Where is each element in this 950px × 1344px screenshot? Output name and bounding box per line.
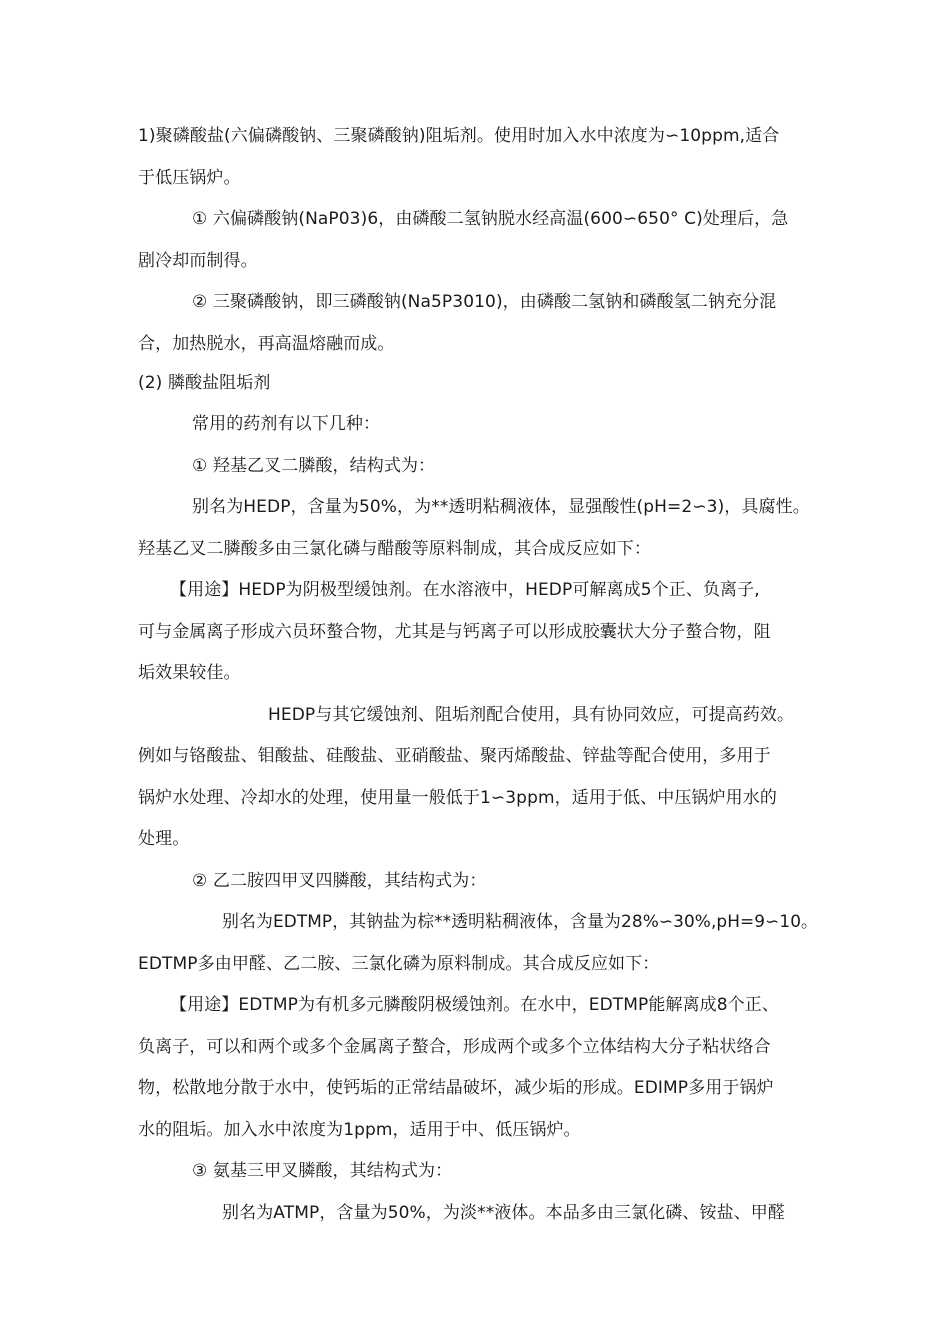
paragraph-line: 锅炉水处理、冷却水的处理，使用量一般低于1∽3ppm，适用于低、中压锅炉用水的 — [138, 788, 777, 808]
paragraph-line: 1)聚磷酸盐(六偏磷酸钠、三聚磷酸钠)阻垢剂。使用时加入水中浓度为∽10ppm,适合 — [138, 126, 780, 146]
paragraph-line: 【用途】HEDP为阴极型缓蚀剂。在水溶液中，HEDP可解离成5个正、负离子, — [170, 580, 760, 600]
paragraph-line: 羟基乙叉二膦酸多由三氯化磷与醋酸等原料制成，其合成反应如下： — [138, 539, 651, 559]
paragraph-line: 别名为HEDP，含量为50%，为**透明粘稠液体，显强酸性(pH=2∽3)，具腐性。 — [192, 497, 810, 517]
paragraph-line: 【用途】EDTMP为有机多元膦酸阴极缓蚀剂。在水中，EDTMP能解离成8个正、 — [170, 995, 779, 1015]
paragraph-line: ② 乙二胺四甲叉四膦酸，其结构式为： — [192, 871, 487, 891]
paragraph-line: 常用的药剂有以下几种： — [192, 414, 381, 434]
paragraph-line: EDTMP多由甲醛、乙二胺、三氯化磷为原料制成。其合成反应如下： — [138, 954, 660, 974]
paragraph-line: ③ 氨基三甲叉膦酸，其结构式为： — [192, 1161, 453, 1181]
paragraph-line: ① 六偏磷酸钠(NaP03)6，由磷酸二氢钠脱水经高温(600∽650° C)处理后，急 — [192, 209, 789, 229]
paragraph-line: HEDP与其它缓蚀剂、阻垢剂配合使用，具有协同效应，可提高药效。 — [268, 705, 795, 725]
paragraph-line: 于低压锅炉。 — [138, 168, 241, 188]
paragraph-line: ② 三聚磷酸钠，即三磷酸钠(Na5P3010)，由磷酸二氢钠和磷酸氢二钠充分混 — [192, 292, 777, 312]
paragraph-line: 负离子，可以和两个或多个金属离子螯合，形成两个或多个立体结构大分子粘状络合 — [138, 1037, 771, 1057]
paragraph-line: ① 羟基乙叉二膦酸，结构式为： — [192, 456, 436, 476]
paragraph-line: 别名为ATMP，含量为50%，为淡**液体。本品多由三氯化磷、铵盐、甲醛 — [222, 1203, 785, 1223]
paragraph-line: 处理。 — [138, 829, 190, 849]
section-heading: (2) 膦酸盐阻垢剂 — [138, 373, 271, 393]
paragraph-line: 合，加热脱水，再高温熔融而成。 — [138, 334, 395, 354]
paragraph-line: 剧冷却而制得。 — [138, 251, 258, 271]
paragraph-line: 例如与铬酸盐、钼酸盐、硅酸盐、亚硝酸盐、聚丙烯酸盐、锌盐等配合使用，多用于 — [138, 746, 771, 766]
paragraph-line: 物，松散地分散于水中，使钙垢的正常结晶破坏，减少垢的形成。EDIMP多用于锅炉 — [138, 1078, 774, 1098]
paragraph-line: 别名为EDTMP，其钠盐为棕**透明粘稠液体，含量为28%∽30%,pH=9∽10。 — [222, 912, 819, 932]
paragraph-line: 水的阻垢。加入水中浓度为1ppm，适用于中、低压锅炉。 — [138, 1120, 581, 1140]
paragraph-line: 垢效果较佳。 — [138, 663, 241, 683]
paragraph-line: 可与金属离子形成六员环螯合物，尤其是与钙离子可以形成胶囊状大分子螯合物，阻 — [138, 622, 771, 642]
